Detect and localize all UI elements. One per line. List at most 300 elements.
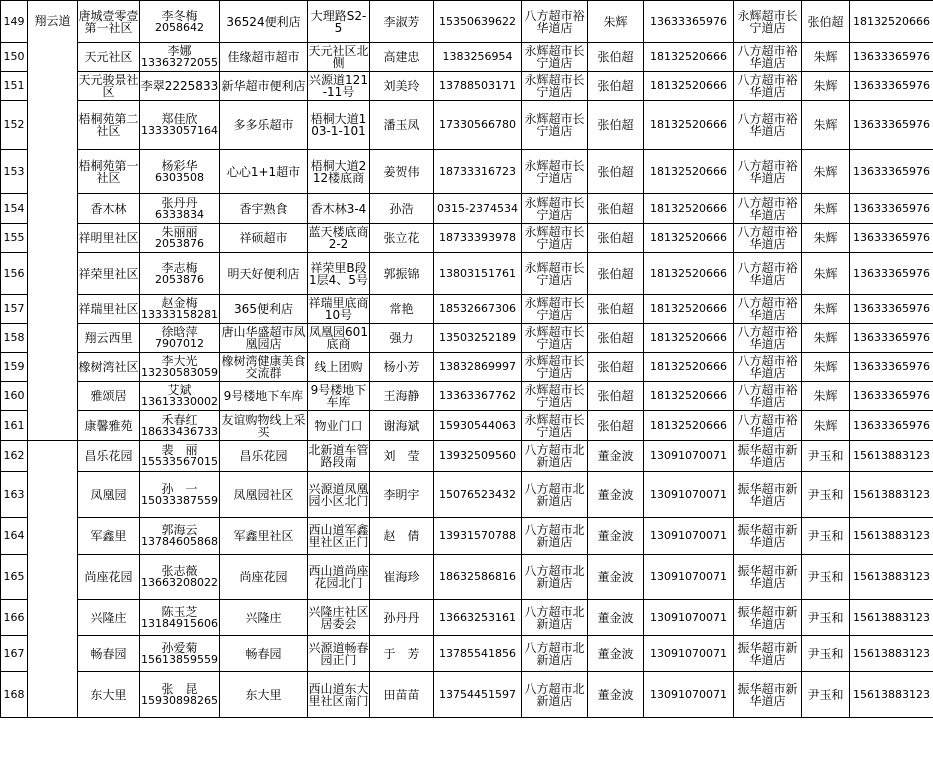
supermarket-1: 八方超市北新道店 (522, 636, 588, 672)
supermarket-1-manager: 张伯超 (588, 150, 644, 194)
supermarket-1: 永辉超市长宁道店 (522, 72, 588, 101)
row-number: 167 (1, 636, 28, 672)
supermarket-2-manager: 尹玉和 (802, 672, 850, 718)
contact-cell (140, 150, 220, 194)
contact-name: 徐晗萍 (161, 325, 198, 339)
table-row (1, 324, 933, 353)
supermarket-1-manager: 董金波 (588, 472, 644, 518)
contact-phone: 2053876 (155, 237, 204, 250)
community-name: 天元社区 (78, 43, 140, 72)
store-contact: 孙浩 (370, 194, 434, 224)
store-contact: 潘玉凤 (370, 101, 434, 150)
store-contact: 刘美玲 (370, 72, 434, 101)
table-row (1, 600, 933, 636)
row-number: 152 (1, 101, 28, 150)
store-name: 尚座花园 (220, 555, 308, 600)
community-name: 翔云西里 (78, 324, 140, 353)
supermarket-2: 振华超市新华道店 (734, 518, 802, 555)
store-phone: 18733393978 (434, 224, 522, 253)
store-address: 兴隆庄社区居委会 (308, 600, 370, 636)
row-number: 163 (1, 472, 28, 518)
contact-cell (140, 382, 220, 411)
supermarket-2: 八方超市裕华道店 (734, 253, 802, 295)
supermarket-1: 永辉超市长宁道店 (522, 324, 588, 353)
table-row (1, 411, 933, 441)
store-phone: 13754451597 (434, 672, 522, 718)
supermarket-1-manager: 董金波 (588, 555, 644, 600)
contact-name: 李冬梅 (161, 8, 198, 23)
row-number: 151 (1, 72, 28, 101)
supermarket-2: 八方超市裕华道店 (734, 353, 802, 382)
row-number: 156 (1, 253, 28, 295)
store-address: 凤凰园601底商 (309, 325, 368, 351)
store-phone: 13932509560 (434, 441, 522, 472)
supermarket-2: 永辉超市长宁道店 (734, 1, 802, 43)
contact-phone: 7907012 (155, 337, 204, 350)
store-name: 香宇熟食 (220, 194, 308, 224)
store-name: 明天好便利店 (220, 253, 308, 295)
contact-cell (140, 441, 220, 472)
contact-cell (140, 600, 220, 636)
supermarket-1-phone: 13633365976 (644, 1, 734, 43)
supermarket-1-manager: 张伯超 (588, 101, 644, 150)
supermarket-2-phone: 15613883123 (850, 518, 933, 555)
supermarket-2-manager: 朱辉 (802, 353, 850, 382)
supermarket-2: 八方超市裕华道店 (734, 224, 802, 253)
store-contact: 于 芳 (370, 636, 434, 672)
supermarket-2-manager: 尹玉和 (802, 600, 850, 636)
store-contact: 谢海斌 (370, 411, 434, 441)
supermarket-2-phone: 13633365976 (850, 101, 933, 150)
supermarket-2-manager: 朱辉 (802, 224, 850, 253)
contact-cell (140, 472, 220, 518)
store-phone: 13785541856 (434, 636, 522, 672)
store-name: 心心1+1超市 (220, 150, 308, 194)
supermarket-1-manager: 张伯超 (588, 295, 644, 324)
supermarket-2: 八方超市裕华道店 (734, 324, 802, 353)
contact-cell (140, 324, 220, 353)
supermarket-2-phone: 13633365976 (850, 382, 933, 411)
supermarket-2: 八方超市裕华道店 (734, 101, 802, 150)
supermarket-2-phone: 15613883123 (850, 636, 933, 672)
community-name: 祥明里社区 (78, 224, 140, 253)
supermarket-2-manager: 朱辉 (802, 72, 850, 101)
supermarket-1: 八方超市北新道店 (522, 672, 588, 718)
store-name: 友谊购物线上采买 (221, 412, 306, 439)
contact-cell (140, 295, 220, 324)
supermarket-1-phone: 18132520666 (644, 253, 734, 295)
supermarket-2: 振华超市新华道店 (734, 600, 802, 636)
community-name: 橡树湾社区 (78, 353, 140, 382)
supermarket-2: 振华超市新华道店 (734, 555, 802, 600)
store-phone: 13788503171 (434, 72, 522, 101)
store-name: 新华超市便利店 (220, 72, 308, 101)
supermarket-1: 八方超市北新道店 (522, 555, 588, 600)
supermarket-2-manager: 尹玉和 (802, 441, 850, 472)
contact-name: 郑佳欣 (161, 112, 198, 126)
store-contact: 李明宇 (370, 472, 434, 518)
row-number: 162 (1, 441, 28, 472)
supermarket-1-manager: 张伯超 (588, 72, 644, 101)
store-name: 军鑫里社区 (220, 518, 308, 555)
supermarket-1-phone: 18132520666 (644, 72, 734, 101)
supermarket-2: 振华超市新华道店 (734, 441, 802, 472)
community-name: 凤凰园 (78, 472, 140, 518)
supermarket-2-manager: 尹玉和 (802, 636, 850, 672)
store-contact: 王海静 (370, 382, 434, 411)
supermarket-2-phone: 13633365976 (850, 224, 933, 253)
supermarket-1-phone: 18132520666 (644, 101, 734, 150)
row-number: 165 (1, 555, 28, 600)
store-name: 兴隆庄 (220, 600, 308, 636)
store-address: 物业门口 (308, 411, 370, 441)
row-number: 166 (1, 600, 28, 636)
store-address: 天元社区北侧 (308, 44, 369, 70)
contact-phone: 13230583059 (141, 366, 218, 379)
store-phone: 13363367762 (434, 382, 522, 411)
community-name: 军鑫里 (78, 518, 140, 555)
supermarket-1: 永辉超市长宁道店 (522, 411, 588, 441)
store-name: 祥硕超市 (220, 224, 308, 253)
row-number: 160 (1, 382, 28, 411)
supermarket-1-phone: 18132520666 (644, 324, 734, 353)
store-contact: 田苗苗 (370, 672, 434, 718)
store-phone: 17330566780 (434, 101, 522, 150)
contact-cell (140, 1, 220, 43)
store-contact: 崔海珍 (370, 555, 434, 600)
supermarket-2: 八方超市裕华道店 (734, 150, 802, 194)
supermarket-1-manager: 张伯超 (588, 353, 644, 382)
contact-phone: 15533567015 (141, 455, 218, 468)
store-contact: 姜贺伟 (370, 150, 434, 194)
store-address: 兴源道121-11号 (309, 73, 368, 99)
row-number: 159 (1, 353, 28, 382)
supermarket-2-phone: 13633365976 (850, 253, 933, 295)
contact-name: 杨彩华 (161, 158, 198, 173)
store-contact: 强力 (370, 324, 434, 353)
community-name: 雅颂居 (78, 382, 140, 411)
store-contact: 杨小芳 (370, 353, 434, 382)
community-name: 畅春园 (78, 636, 140, 672)
community-name: 祥荣里社区 (78, 253, 140, 295)
contact-name: 李娜 (167, 44, 192, 58)
table-row (1, 353, 933, 382)
supermarket-2-manager: 朱辉 (802, 411, 850, 441)
contact-phone: 15930898265 (141, 693, 218, 707)
table-row (1, 43, 933, 72)
district-cell-blank (28, 441, 78, 718)
table-row (1, 101, 933, 150)
contact-name: 陈玉芝 (161, 604, 198, 619)
table-row (1, 672, 933, 718)
supermarket-2-manager: 朱辉 (802, 101, 850, 150)
contact-name: 孙 一 (161, 481, 198, 496)
supermarket-1-phone: 18132520666 (644, 150, 734, 194)
community-name: 东大里 (78, 672, 140, 718)
contact-cell (140, 253, 220, 295)
supermarket-1-manager: 张伯超 (588, 382, 644, 411)
supermarket-2-phone: 13633365976 (850, 324, 933, 353)
contact-cell (140, 194, 220, 224)
store-name: 9号楼地下车库 (220, 382, 308, 411)
contact-cell (140, 411, 220, 441)
supermarket-2-phone: 13633365976 (850, 295, 933, 324)
community-name: 梧桐苑第二社区 (78, 101, 140, 150)
table-row (1, 636, 933, 672)
contact-name: 李大光 (161, 354, 198, 368)
supermarket-1-phone: 13091070071 (644, 555, 734, 600)
supermarket-1-phone: 18132520666 (644, 353, 734, 382)
supermarket-1-manager: 董金波 (588, 518, 644, 555)
supermarket-2: 八方超市裕华道店 (734, 382, 802, 411)
contact-cell (140, 636, 220, 672)
store-address: 线上团购 (308, 353, 370, 382)
supermarket-1-manager: 张伯超 (588, 194, 644, 224)
supermarket-2-phone: 13633365976 (850, 194, 933, 224)
supermarket-1-manager: 董金波 (588, 441, 644, 472)
supermarket-2-phone: 13633365976 (850, 43, 933, 72)
store-address: 香木林3-4 (308, 194, 370, 224)
row-number: 150 (1, 43, 28, 72)
supermarket-1-phone: 13091070071 (644, 636, 734, 672)
store-name: 昌乐花园 (220, 441, 308, 472)
contact-cell (140, 672, 220, 718)
store-phone: 13931570788 (434, 518, 522, 555)
contact-cell (140, 555, 220, 600)
store-phone: 1383256954 (434, 43, 522, 72)
store-contact: 郭振锦 (370, 253, 434, 295)
store-address: 西山道军鑫里社区正门 (308, 518, 370, 555)
supermarket-1-phone: 13091070071 (644, 518, 734, 555)
supermarket-2-manager: 尹玉和 (802, 518, 850, 555)
row-number: 164 (1, 518, 28, 555)
supermarket-2-manager: 朱辉 (802, 253, 850, 295)
supermarket-1-phone: 18132520666 (644, 224, 734, 253)
community-name: 兴隆庄 (78, 600, 140, 636)
contact-phone: 6303508 (155, 170, 204, 184)
store-phone: 13663253161 (434, 600, 522, 636)
supermarket-2-manager: 尹玉和 (802, 472, 850, 518)
supermarket-1-phone: 18132520666 (644, 194, 734, 224)
table-row (1, 72, 933, 101)
store-contact: 高建忠 (370, 43, 434, 72)
supermarket-1-manager: 张伯超 (588, 43, 644, 72)
contact-name: 裴 丽 (161, 443, 198, 457)
store-address: 兴源道凤凰园小区北门 (308, 472, 370, 518)
contact-cell (140, 224, 220, 253)
contact-cell (140, 353, 220, 382)
contact-name: 艾斌 (167, 383, 192, 397)
supermarket-2-phone: 15613883123 (850, 472, 933, 518)
store-address: 梧桐大道212楼底商 (308, 150, 370, 194)
supermarket-1: 永辉超市长宁道店 (522, 150, 588, 194)
store-address: 兴源道畅春园正门 (308, 636, 370, 672)
table-row (1, 150, 933, 194)
supermarket-2-manager: 朱辉 (802, 150, 850, 194)
contact-name: 禾春红 (161, 412, 198, 427)
supermarket-1-manager: 董金波 (588, 672, 644, 718)
store-phone: 13803151761 (434, 253, 522, 295)
store-name: 东大里 (220, 672, 308, 718)
supermarket-2-manager: 朱辉 (802, 43, 850, 72)
store-name: 36524便利店 (220, 1, 308, 43)
supermarket-1-phone: 13091070071 (644, 672, 734, 718)
supermarket-2-phone: 15613883123 (850, 555, 933, 600)
row-number: 154 (1, 194, 28, 224)
community-name: 康馨雅苑 (78, 411, 140, 441)
supermarket-2-manager: 张伯超 (802, 1, 850, 43)
contact-name: 张 昆 (161, 681, 198, 696)
community-name: 祥瑞里社区 (78, 295, 140, 324)
supermarket-1-phone: 18132520666 (644, 295, 734, 324)
community-name: 昌乐花园 (78, 441, 140, 472)
supermarket-2-phone: 13633365976 (850, 353, 933, 382)
supermarket-2-phone: 15613883123 (850, 441, 933, 472)
store-phone: 13832869997 (434, 353, 522, 382)
supermarket-1: 永辉超市长宁道店 (522, 43, 588, 72)
row-number: 155 (1, 224, 28, 253)
table-row (1, 295, 933, 324)
supermarket-2-manager: 尹玉和 (802, 555, 850, 600)
store-phone: 18632586816 (434, 555, 522, 600)
contact-phone: 13784605868 (141, 535, 218, 548)
supermarket-1: 永辉超市长宁道店 (522, 194, 588, 224)
supermarket-1: 永辉超市长宁道店 (522, 382, 588, 411)
store-name: 多多乐超市 (220, 101, 308, 150)
contact-name: 张志薇 (161, 564, 198, 578)
store-name: 凤凰园社区 (220, 472, 308, 518)
store-address: 北新道车管路段南 (308, 441, 370, 472)
table-row (1, 382, 933, 411)
supermarket-1-manager: 董金波 (588, 636, 644, 672)
supermarket-2: 八方超市裕华道店 (734, 43, 802, 72)
contact-name: 孙爱菊 (161, 640, 198, 655)
contact-phone: 13333057164 (141, 124, 218, 137)
supermarket-1: 永辉超市长宁道店 (522, 253, 588, 295)
supermarket-2-phone: 13633365976 (850, 411, 933, 441)
supermarket-1: 永辉超市长宁道店 (522, 295, 588, 324)
contact-cell (140, 518, 220, 555)
contact-phone: 13184915606 (141, 616, 218, 630)
community-name: 尚座花园 (78, 555, 140, 600)
supermarket-1-manager: 朱辉 (588, 1, 644, 43)
table-row (1, 194, 933, 224)
store-contact: 刘 莹 (370, 441, 434, 472)
supermarket-1: 八方超市北新道店 (522, 441, 588, 472)
contact-name: 郭海云 (161, 523, 198, 537)
store-address: 大理路S2-5 (308, 1, 370, 43)
row-number: 161 (1, 411, 28, 441)
store-phone: 18532667306 (434, 295, 522, 324)
contact-phone: 13613330002 (141, 395, 218, 408)
contact-phone: 13363272055 (141, 56, 218, 69)
community-name: 香木林 (78, 194, 140, 224)
row-number: 158 (1, 324, 28, 353)
supermarket-1: 八方超市北新道店 (522, 518, 588, 555)
supermarket-1-phone: 18132520666 (644, 382, 734, 411)
supermarket-1-manager: 董金波 (588, 600, 644, 636)
store-name: 橡树湾健康美食交流群 (221, 354, 306, 380)
store-name: 佳缘超市超市 (220, 43, 308, 72)
supermarket-2-manager: 朱辉 (802, 324, 850, 353)
store-address: 祥瑞里底商10号 (308, 296, 369, 322)
supermarket-1-phone: 18132520666 (644, 411, 734, 441)
supermarket-2-phone: 13633365976 (850, 150, 933, 194)
contact-phone: 15613859559 (141, 652, 218, 666)
supermarket-1-phone: 13091070071 (644, 441, 734, 472)
contact-cell (140, 43, 220, 72)
contact-phone: 2053876 (155, 272, 204, 286)
store-name: 唐山华盛超市凤凰园店 (221, 325, 306, 351)
supermarket-2: 振华超市新华道店 (734, 672, 802, 718)
community-name: 天元骏景社区 (78, 73, 139, 99)
supermarket-1: 八方超市北新道店 (522, 600, 588, 636)
table-row (1, 555, 933, 600)
supermarket-2-manager: 朱辉 (802, 382, 850, 411)
store-contact: 李淑芳 (370, 1, 434, 43)
supermarket-1-phone: 18132520666 (644, 43, 734, 72)
supermarket-2: 八方超市裕华道店 (734, 295, 802, 324)
supermarket-1: 永辉超市长宁道店 (522, 353, 588, 382)
supermarket-1: 永辉超市长宁道店 (522, 101, 588, 150)
supermarket-2: 振华超市新华道店 (734, 636, 802, 672)
contact-name: 张丹丹 (161, 195, 198, 210)
store-address: 梧桐大道103-1-101 (308, 101, 370, 150)
store-name: 365便利店 (220, 295, 308, 324)
store-address: 蓝天楼底商2-2 (308, 225, 369, 251)
supermarket-2-phone: 15613883123 (850, 672, 933, 718)
store-phone: 0315-2374534 (434, 194, 522, 224)
supermarket-1-manager: 张伯超 (588, 411, 644, 441)
store-address: 祥荣里B段1层4、5号 (308, 253, 370, 295)
contact-phone: 6333834 (155, 207, 204, 221)
supermarket-2-phone: 18132520666 (850, 1, 933, 43)
table-row (1, 253, 933, 295)
community-name: 梧桐苑第一社区 (78, 150, 140, 194)
row-number: 153 (1, 150, 28, 194)
supermarket-2: 八方超市裕华道店 (734, 194, 802, 224)
store-address: 西山道尚座花园北门 (308, 555, 370, 600)
store-address: 西山道东大里社区南门 (308, 672, 370, 718)
contact-name: 朱丽丽 (161, 225, 198, 239)
contact-cell (140, 101, 220, 150)
store-phone: 15350639622 (434, 1, 522, 43)
store-contact: 赵 倩 (370, 518, 434, 555)
supermarket-2: 八方超市裕华道店 (734, 72, 802, 101)
table-row (1, 518, 933, 555)
table-row (1, 472, 933, 518)
supermarket-1-manager: 张伯超 (588, 253, 644, 295)
contact-name: 李志梅 (161, 260, 198, 275)
table-row (1, 224, 933, 253)
supermarket-1: 八方超市北新道店 (522, 472, 588, 518)
contact-cell (140, 72, 220, 101)
supermarket-2: 振华超市新华道店 (734, 472, 802, 518)
community-name: 唐城壹零壹第一社区 (78, 1, 140, 43)
supermarket-1-phone: 13091070071 (644, 600, 734, 636)
table-row (1, 441, 933, 472)
supermarket-1-phone: 13091070071 (644, 472, 734, 518)
supermarket-1: 永辉超市长宁道店 (522, 224, 588, 253)
supermarket-2-manager: 朱辉 (802, 295, 850, 324)
row-number: 168 (1, 672, 28, 718)
supermarket-1-manager: 张伯超 (588, 324, 644, 353)
supermarket-2-phone: 15613883123 (850, 600, 933, 636)
supermarket-1: 八方超市裕华道店 (522, 1, 588, 43)
contact-phone: 2058642 (155, 20, 204, 34)
contact-name: 赵金梅 (161, 296, 198, 310)
contact-phone: 13663208022 (141, 576, 218, 589)
